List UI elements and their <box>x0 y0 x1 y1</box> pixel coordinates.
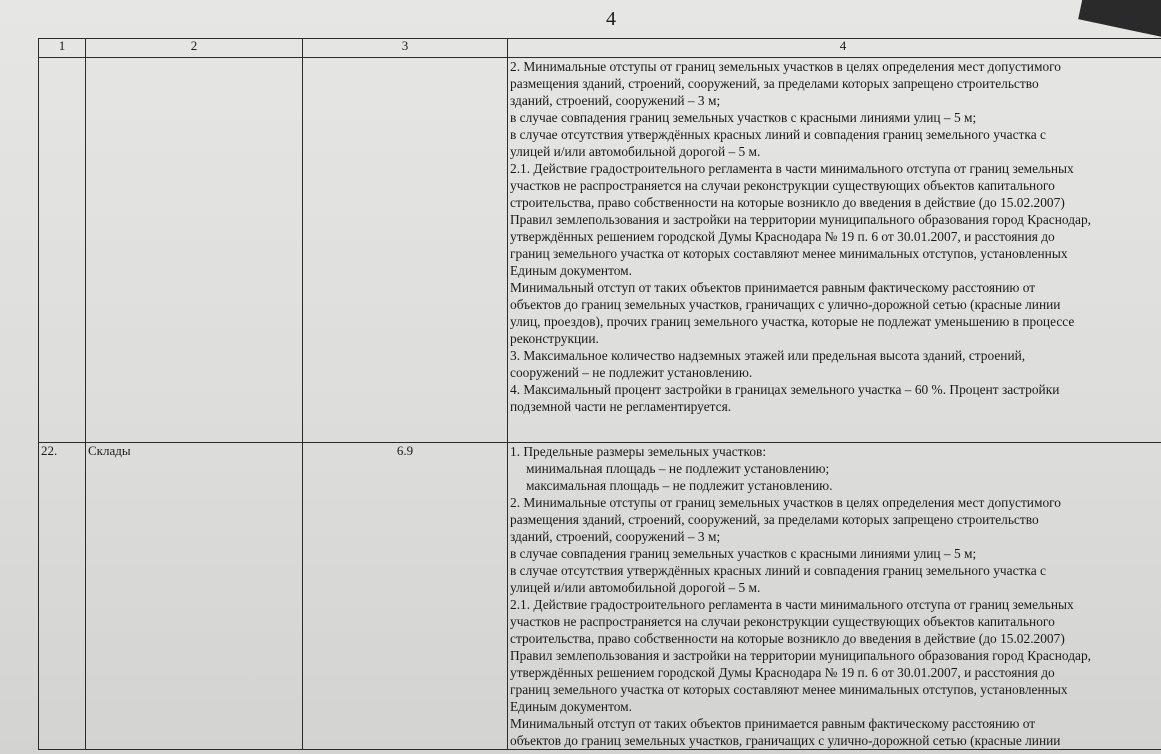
text-line: объектов до границ земельных участков, граничащих с улично-дорожной сетью (красные линии <box>510 297 1061 312</box>
text-line: в случае отсутствия утверждённых красных линий и совпадения границ земельного участка с <box>510 127 1046 142</box>
text-line: Правил землепользования и застройки на территории муниципального образования город Краснодар, <box>510 212 1092 227</box>
row-parameters <box>508 443 1161 750</box>
text-line: участков не распространяется на случаи реконструкции существующих объектов капитального <box>510 614 1055 629</box>
text-line: сооружений – не подлежит установлению. <box>510 365 753 380</box>
text-line: 2. Минимальные отступы от границ земельных участков в целях определения мест допустимого <box>510 495 1061 510</box>
regulations-table <box>38 38 1161 750</box>
column-header-3: 3 <box>303 39 508 58</box>
text-line: в случае совпадения границ земельных участков с красными линиями улиц – 5 м; <box>510 110 977 125</box>
parameters-text <box>510 58 1161 415</box>
column-header-4: 4 <box>508 39 1161 58</box>
text-line: улиц, проездов), прочих границ земельного участка, которые не подлежат уменьшению в процессе <box>510 314 1075 329</box>
text-line: границ земельного участка от которых составляют менее минимальных отступов, установленных <box>510 682 1068 697</box>
page-number: 4 <box>606 8 616 30</box>
row-name <box>86 58 303 443</box>
row-number: 22. <box>39 443 86 750</box>
table-header-row <box>39 39 1161 58</box>
text-line: в случае отсутствия утверждённых красных линий и совпадения границ земельного участка с <box>510 563 1046 578</box>
row-code: 6.9 <box>303 443 508 750</box>
text-line: размещения зданий, строений, сооружений, за пределами которых запрещено строительство <box>510 512 1039 527</box>
text-line: 2.1. Действие градостроительного регламента в части минимального отступа от границ земельных <box>510 161 1074 176</box>
text-line: Единым документом. <box>510 699 633 714</box>
text-line: размещения зданий, строений, сооружений, за пределами которых запрещено строительство <box>510 76 1039 91</box>
text-line: Правил землепользования и застройки на территории муниципального образования город Краснодар, <box>510 648 1092 663</box>
text-line: реконструкции. <box>510 331 599 346</box>
text-line: 2.1. Действие градостроительного регламента в части минимального отступа от границ земельных <box>510 597 1074 612</box>
text-line: в случае совпадения границ земельных участков с красными линиями улиц – 5 м; <box>510 546 977 561</box>
text-line: утверждённых решением городской Думы Краснодара № 19 п. 6 от 30.01.2007, и расстояния до <box>510 665 1055 680</box>
text-line: участков не распространяется на случаи реконструкции существующих объектов капитального <box>510 178 1055 193</box>
text-line: границ земельного участка от которых составляют менее минимальных отступов, установленных <box>510 246 1068 261</box>
table-row <box>39 58 1161 443</box>
text-line: Единым документом. <box>510 263 633 278</box>
text-line: объектов до границ земельных участков, граничащих с улично-дорожной сетью (красные линии <box>510 733 1061 748</box>
text-line: улицей и/или автомобильной дорогой – 5 м. <box>510 580 761 595</box>
text-line: 2. Минимальные отступы от границ земельных участков в целях определения мест допустимого <box>510 59 1061 74</box>
parameters-text <box>510 443 1161 749</box>
text-line: 3. Максимальное количество надземных этажей или предельная высота зданий, строений, <box>510 348 1026 363</box>
text-line: минимальная площадь – не подлежит установлению; <box>526 461 830 476</box>
text-line: улицей и/или автомобильной дорогой – 5 м. <box>510 144 761 159</box>
text-line: зданий, строений, сооружений – 3 м; <box>510 529 721 544</box>
text-line: Минимальный отступ от таких объектов принимается равным фактическому расстоянию от <box>510 280 1036 295</box>
column-header-1: 1 <box>39 39 86 58</box>
column-header-2: 2 <box>86 39 303 58</box>
row-number <box>39 58 86 443</box>
text-line: строительства, право собственности на которые возникло до введения в действие (до 15.02.2007) <box>510 195 1065 210</box>
text-line: 4. Максимальный процент застройки в границах земельного участка – 60 %. Процент застройки <box>510 382 1060 397</box>
row-name: Склады <box>86 443 303 750</box>
text-line: 1. Предельные размеры земельных участков: <box>510 444 767 459</box>
text-line: Минимальный отступ от таких объектов принимается равным фактическому расстоянию от <box>510 716 1036 731</box>
text-line: максимальная площадь – не подлежит установлению. <box>526 478 833 493</box>
text-line: подземной части не регламентируется. <box>510 399 732 414</box>
table-row <box>39 443 1161 750</box>
text-line: строительства, право собственности на которые возникло до введения в действие (до 15.02.2007) <box>510 631 1065 646</box>
text-line: зданий, строений, сооружений – 3 м; <box>510 93 721 108</box>
row-code <box>303 58 508 443</box>
row-parameters <box>508 58 1161 443</box>
text-line: утверждённых решением городской Думы Краснодара № 19 п. 6 от 30.01.2007, и расстояния до <box>510 229 1055 244</box>
